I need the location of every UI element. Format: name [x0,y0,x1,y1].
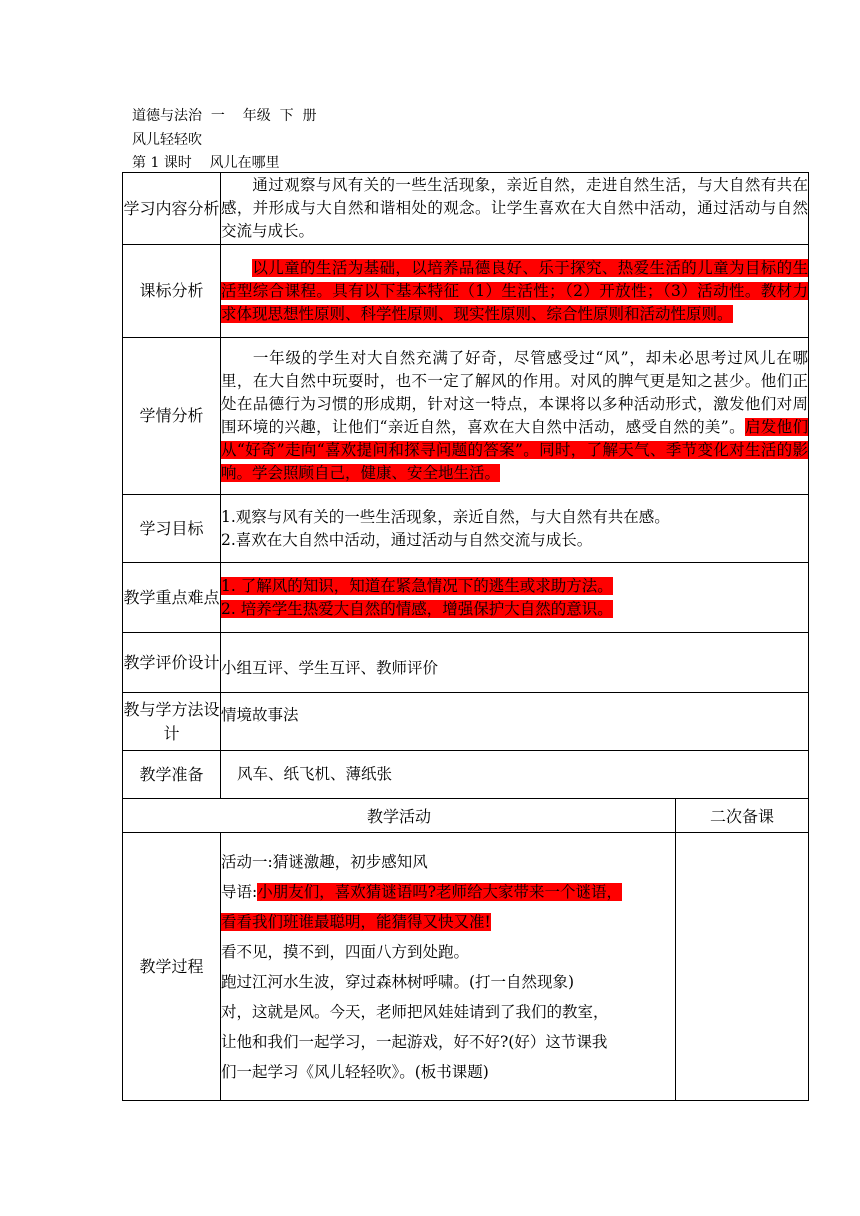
label-standard-analysis: 课标分析 [123,245,221,338]
key-point-item: 2. 培养学生热爱大自然的情感，增强保护大自然的意识。 [221,599,613,618]
label-preparation: 教学准备 [123,751,221,799]
process-text-line: 对，这就是风。今天，老师把风娃娃请到了我们的教室， [221,1002,609,1021]
row-preparation [123,751,809,799]
highlight-guide: 看看我们班谁最聪明，能猜得又快又准! [221,912,491,931]
header-subject-grade: 道德与法治 一 年级 下 册 [132,108,317,124]
row-methods [123,693,809,751]
row-activities-header [123,799,809,833]
methods-text: 情境故事法 [221,693,809,751]
label-content-analysis: 学习内容分析 [123,173,221,245]
objective-item: 1.观察与风有关的一些生活现象，亲近自然，与大自然有共在感。 [221,507,670,526]
process-text-line: 们一起学习《风儿轻轻吹》。(板书课题) [221,1062,489,1081]
row-standard-analysis [123,245,809,338]
label-objectives: 学习目标 [123,495,221,563]
content-analysis-text: 通过观察与风有关的一些生活现象，亲近自然，走进自然生活，与大自然有共在感，并形成与大自然和谐相处的观念。让学生喜欢在大自然中活动，通过活动与自然交流与成长。 [221,173,809,245]
standard-analysis-text [221,245,809,338]
highlight-guide: 小朋友们，喜欢猜谜语吗?老师给大家带来一个谜语， [257,882,623,901]
process-text-line: 让他和我们一起学习，一起游戏，好不好?(好）这节课我 [221,1032,608,1051]
highlight-standard-analysis: 以儿童的生活为基础，以培养品德良好、乐于探究、热爱生活的儿童为目标的生活型综合课程。具有以下基本特征（1）生活性；（2）开放性；（3）活动性。教材力求体现思想性原则、科学性原则、现实性原则、综合性原则和活动性原则。 [221,258,809,323]
process-content [221,833,676,1101]
second-prep-cell [676,833,809,1101]
row-content-analysis [123,173,809,245]
lesson-plan-table [122,172,809,1101]
highlight-student-analysis: 启发他们从“好奇”走向“喜欢提问和探寻问题的答案”。同时，了解天气、季节变化对生活的影响。学会照顾自己，健康、安全地生活。 [221,418,809,482]
row-evaluation [123,633,809,693]
label-process: 教学过程 [123,833,221,1101]
second-prep-header: 二次备课 [676,799,809,833]
row-objectives [123,495,809,563]
evaluation-text: 小组互评、学生互评、教师评价 [221,633,809,693]
objective-item: 2.喜欢在大自然中活动，通过活动与自然交流与成长。 [221,530,593,549]
label-student-analysis: 学情分析 [123,338,221,495]
label-key-points: 教学重点难点 [123,563,221,633]
guide-line: 导语:小朋友们，喜欢猜谜语吗?老师给大家带来一个谜语， [221,882,623,901]
header-lesson-title: 第 1 课时 风儿在哪里 [132,155,280,171]
label-methods: 教与学方法设计 [123,693,221,751]
row-student-analysis [123,338,809,495]
preparation-text: 风车、纸飞机、薄纸张 [221,751,809,799]
key-point-item: 1. 了解风的知识，知道在紧急情况下的逃生或求助方法。 [221,576,613,595]
student-analysis-text: 一年级的学生对大自然充满了好奇，尽管感受过“风”，却未必思考过风儿在哪里，在大自然中玩耍时，也不一定了解风的作用。对风的脾气更是知之甚少。他们正处在品德行为习惯的形成期，针对这一特点，本课将以多种活动形式，激发他们对周围环境的兴趣，让他们“亲近自然，喜欢在大自然中活动，感受自然的美”。启发他们从“好奇”走向“喜欢提问和探寻问题的答案”。同时，了解天气、季节变化对生活的影响。学会照顾自己，健康、安全地生活。 [221,338,809,495]
riddle-line: 跑过江河水生波，穿过森林树呼啸。(打一自然现象) [221,972,575,991]
row-process [123,833,809,1101]
row-key-points [123,563,809,633]
header-unit-title: 风儿轻轻吹 [132,132,202,148]
activities-header: 教学活动 [123,799,676,833]
key-points-list [221,563,809,633]
objectives-list [221,495,809,563]
label-evaluation: 教学评价设计 [123,633,221,693]
activity-title: 活动一:猜谜激趣，初步感知风 [221,852,428,871]
riddle-line: 看不见，摸不到，四面八方到处跑。 [221,942,470,961]
